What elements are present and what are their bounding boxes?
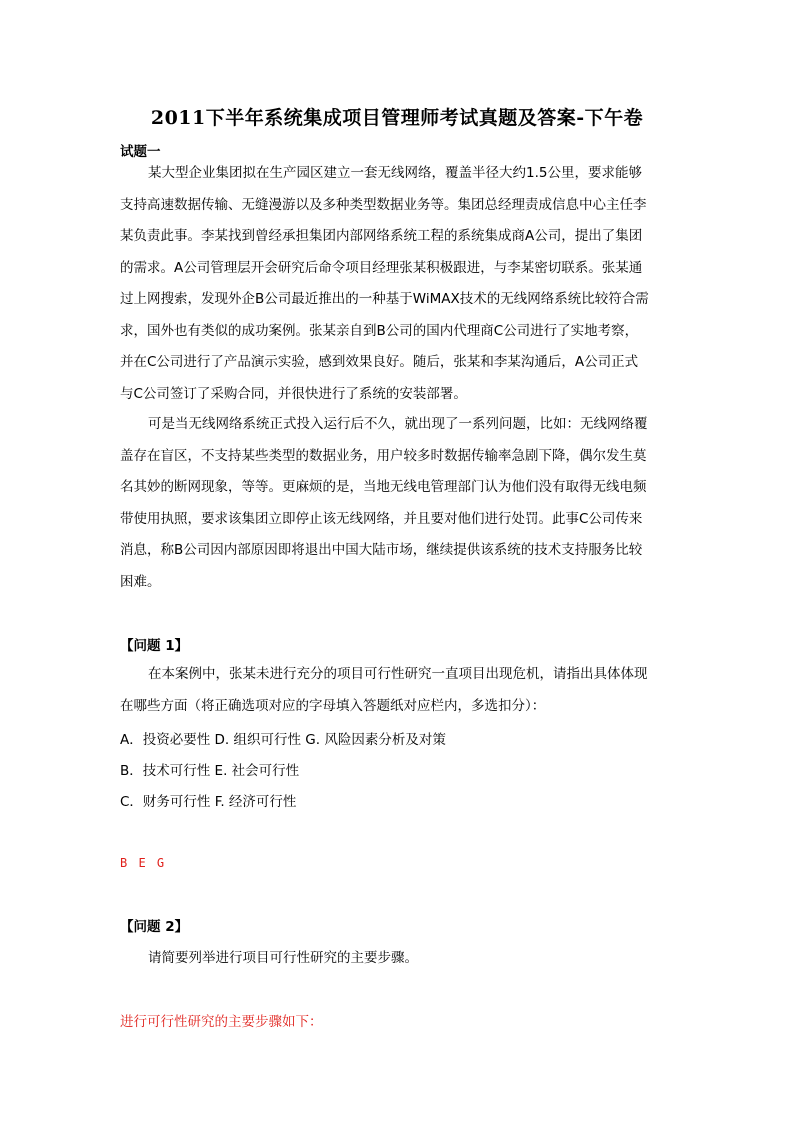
option-line: B．技术可行性 E. 社会可行性 <box>120 763 300 779</box>
paragraph-line: 名其妙的断网现象，等等。更麻烦的是，当地无线电管理部门认为他们没有取得无线电频 <box>120 479 647 495</box>
section-heading: 试题一 <box>120 144 161 160</box>
document-title: 2011下半年系统集成项目管理师考试真题及答案-下午卷 <box>150 107 644 129</box>
paragraph-line: 的需求。A公司管理层开会研究后命令项目经理张某积极跟进，与李某密切联系。张某通 <box>120 259 643 276</box>
paragraph-line: 与C公司签订了采购合同，并很快进行了系统的安装部署。 <box>120 385 467 402</box>
paragraph-line: 某大型企业集团拟在生产园区建立一套无线网络，覆盖半径大约1.5公里，要求能够 <box>148 165 642 181</box>
paragraph-line: 带使用执照，要求该集团立即停止该无线网络，并且要对他们进行处罚。此事C公司传来 <box>120 510 643 527</box>
paragraph-line: 消息，称B公司因内部原因即将退出中国大陆市场，继续提供该系统的技术支持服务比较 <box>120 542 643 558</box>
option-line: C．财务可行性 F. 经济可行性 <box>120 794 297 810</box>
case-paragraph-1 <box>120 158 670 410</box>
question-line: 在哪些方面（将正确选项对应的字母填入答题纸对应栏内，多选扣分）： <box>120 697 546 714</box>
paragraph-line: 求，国外也有类似的成功案例。张某亲自到B公司的国内代理商C公司进行了实地考察， <box>120 322 639 339</box>
case-paragraph-2 <box>120 409 670 598</box>
paragraph-line: 支持高速数据传输、无缝漫游以及多种类型数据业务等。集团总经理责成信息中心主任李 <box>120 196 647 213</box>
paragraph-line: 盖存在盲区，不支持某些类型的数据业务，用户较多时数据传输率急剧下降，偶尔发生莫 <box>120 447 647 464</box>
paragraph-line: 某负责此事。李某找到曾经承担集团内部网络系统工程的系统集成商A公司，提出了集团 <box>120 228 643 244</box>
question-1-text <box>120 659 670 722</box>
paragraph-line: 困难。 <box>120 573 161 590</box>
question-2-text: 请简要列举进行项目可行性研究的主要步骤。 <box>148 950 418 966</box>
paragraph-line: 过上网搜索，发现外企B公司最近推出的一种基于WiMAX技术的无线网络系统比较符合需 <box>120 291 649 307</box>
paragraph-line: 可是当无线网络系统正式投入运行后不久，就出现了一系列问题，比如：无线网络覆 <box>148 416 648 432</box>
question-line: 在本案例中，张某未进行充分的项目可行性研究一直项目出现危机，请指出具体体现 <box>148 666 648 682</box>
question-1-answer: B E G <box>120 856 167 870</box>
question-2-answer-intro: 进行可行性研究的主要步骤如下： <box>120 1014 323 1030</box>
paragraph-line: 并在C公司进行了产品演示实验，感到效果良好。随后，张某和李某沟通后，A公司正式 <box>120 354 639 370</box>
question-2-heading: 【问题 2】 <box>120 919 189 935</box>
option-line: A．投资必要性 D. 组织可行性 G. 风险因素分析及对策 <box>120 732 446 748</box>
question-1-heading: 【问题 1】 <box>120 638 189 654</box>
